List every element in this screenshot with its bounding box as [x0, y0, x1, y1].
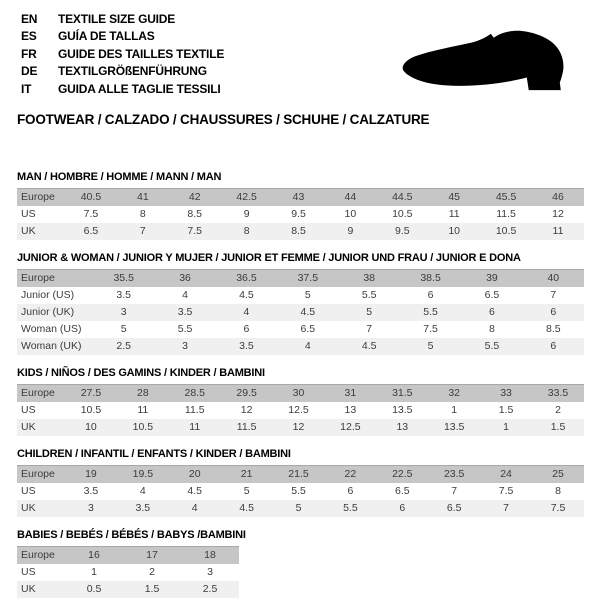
table-row — [17, 465, 584, 483]
table-row — [17, 419, 584, 436]
table-title: KIDS / NIÑOS / DES GAMINS / KINDER / BAMBINI — [17, 366, 265, 379]
size-cell: 40.5 — [80, 190, 102, 203]
row-label: Woman (UK) — [21, 339, 82, 352]
row-label: UK — [21, 582, 36, 595]
size-table — [17, 546, 239, 598]
size-cell: 8.5 — [291, 224, 306, 237]
row-label: Junior (UK) — [21, 305, 75, 318]
language-code: IT — [21, 81, 32, 96]
size-cell: 10.5 — [80, 403, 102, 416]
language-label: GUIDA ALLE TAGLIE TESSILI — [58, 81, 221, 96]
size-cell: 11 — [137, 403, 149, 416]
size-cell: 4.5 — [187, 484, 203, 497]
size-table — [17, 384, 584, 436]
language-label: GUÍA DE TALLAS — [58, 29, 155, 44]
size-cell: 21 — [240, 467, 253, 480]
size-cell: 6 — [347, 484, 354, 497]
size-cell: 16 — [88, 548, 100, 561]
size-cell: 31 — [344, 386, 357, 399]
size-cell: 3.5 — [83, 484, 99, 497]
size-cell: 4.5 — [239, 501, 254, 514]
size-cell: 7 — [366, 322, 373, 335]
size-cell: 4 — [182, 288, 188, 301]
size-cell: 22.5 — [392, 467, 413, 480]
table-row — [17, 564, 239, 581]
size-cell: 5 — [366, 305, 373, 318]
size-cell: 7 — [139, 224, 146, 237]
size-cell: 24 — [500, 467, 512, 480]
size-cell: 29.5 — [236, 386, 257, 399]
size-cell: 25 — [552, 467, 564, 480]
row-label: Europe — [21, 386, 55, 399]
size-cell: 4.5 — [239, 288, 254, 301]
row-label: UK — [21, 420, 36, 433]
size-cell: 12 — [240, 403, 253, 416]
size-cell: 5.5 — [177, 322, 193, 335]
size-cell: 5.5 — [343, 501, 358, 514]
size-cell: 28.5 — [184, 386, 205, 399]
size-cell: 27.5 — [80, 386, 102, 399]
row-label: US — [21, 207, 36, 220]
size-cell: 45 — [448, 190, 461, 203]
table-row — [17, 546, 239, 564]
size-table-section — [17, 171, 600, 240]
size-cell: 4 — [243, 305, 250, 318]
size-cell: 21.5 — [288, 467, 309, 480]
size-table — [17, 188, 584, 240]
size-cell: 20 — [188, 467, 201, 480]
size-cell: 4 — [191, 501, 198, 514]
size-cell: 7 — [550, 288, 557, 301]
size-table-section — [17, 252, 600, 355]
table-row — [17, 483, 584, 500]
size-cell: 9.5 — [394, 224, 410, 237]
language-code: DE — [21, 64, 38, 79]
size-cell: 6 — [489, 305, 495, 318]
size-cell: 8 — [139, 207, 146, 220]
size-table — [17, 465, 584, 517]
size-cell: 12 — [292, 420, 305, 433]
size-cell: 4 — [139, 484, 146, 497]
size-cell: 10.5 — [132, 420, 154, 433]
size-cell: 3 — [120, 305, 127, 318]
size-cell: 6 — [243, 322, 250, 335]
size-cell: 1 — [91, 565, 97, 578]
size-cell: 10.5 — [392, 207, 413, 220]
row-label: Junior (US) — [21, 288, 75, 301]
size-cell: 9.5 — [291, 207, 306, 220]
size-cell: 2.5 — [116, 339, 131, 352]
table-row — [17, 581, 239, 598]
size-cell: 23.5 — [443, 467, 465, 480]
size-cell: 5 — [427, 339, 434, 352]
size-cell: 36 — [179, 271, 191, 284]
size-cell: 1.5 — [550, 420, 566, 433]
size-cell: 39 — [486, 271, 498, 284]
table-row — [17, 384, 584, 402]
size-cell: 10 — [344, 207, 357, 220]
table-row — [17, 338, 584, 355]
row-label: Woman (US) — [21, 322, 82, 335]
size-cell: 31.5 — [392, 386, 413, 399]
size-cell: 22 — [344, 467, 357, 480]
size-cell: 46 — [552, 190, 564, 203]
size-cell: 38 — [363, 271, 376, 284]
size-cell: 7.5 — [550, 501, 566, 514]
size-cell: 33 — [500, 386, 512, 399]
language-code: ES — [21, 29, 37, 44]
size-cell: 6.5 — [484, 288, 500, 301]
size-cell: 1 — [503, 420, 509, 433]
size-cell: 12.5 — [288, 403, 309, 416]
table-title: CHILDREN / INFANTIL / ENFANTS / KINDER / BAMBINI — [17, 447, 291, 460]
size-cell: 43 — [292, 190, 305, 203]
size-cell: 3.5 — [116, 288, 131, 301]
language-row — [21, 10, 600, 28]
size-cell: 6 — [399, 501, 406, 514]
size-cell: 35.5 — [113, 271, 134, 284]
size-cell: 4 — [304, 339, 311, 352]
row-label: US — [21, 484, 36, 497]
size-cell: 12 — [552, 207, 564, 220]
size-cell: 42 — [188, 190, 201, 203]
row-label: US — [21, 403, 36, 416]
size-cell: 11 — [189, 420, 201, 433]
size-table-section — [17, 367, 600, 436]
size-cell: 30 — [292, 386, 305, 399]
size-cell: 3.5 — [135, 501, 151, 514]
size-cell: 6.5 — [394, 484, 410, 497]
size-cell: 45.5 — [495, 190, 517, 203]
size-cell: 11 — [448, 207, 460, 220]
size-cell: 3.5 — [239, 339, 254, 352]
size-cell: 8 — [555, 484, 561, 497]
size-cell: 12.5 — [340, 420, 361, 433]
table-row — [17, 500, 584, 517]
size-cell: 2 — [149, 565, 155, 578]
size-cell: 3.5 — [177, 305, 193, 318]
size-cell: 3 — [207, 565, 213, 578]
size-cell: 44.5 — [392, 190, 413, 203]
size-cell: 2.5 — [202, 582, 218, 595]
row-label: UK — [21, 501, 36, 514]
size-cell: 3 — [182, 339, 188, 352]
size-cell: 5 — [243, 484, 250, 497]
table-row — [17, 321, 584, 338]
size-cell: 41 — [136, 190, 149, 203]
size-cell: 13.5 — [443, 420, 465, 433]
size-table — [17, 269, 584, 355]
row-label: Europe — [21, 467, 55, 480]
size-cell: 11 — [552, 224, 564, 237]
size-cell: 40 — [547, 271, 560, 284]
size-cell: 6.5 — [446, 501, 462, 514]
size-cell: 5.5 — [423, 305, 438, 318]
size-cell: 9 — [243, 207, 250, 220]
row-label: Europe — [21, 190, 55, 203]
size-cell: 44 — [344, 190, 357, 203]
size-cell: 37.5 — [297, 271, 319, 284]
dress-shoe-icon — [398, 30, 576, 96]
language-code: EN — [21, 11, 38, 26]
table-row — [17, 206, 584, 223]
row-label: Europe — [21, 271, 55, 284]
category-title: FOOTWEAR / CALZADO / CHAUSSURES / SCHUHE / CALZATURE — [17, 111, 430, 127]
size-cell: 13 — [396, 420, 409, 433]
table-row — [17, 287, 584, 304]
size-cell: 6 — [427, 288, 434, 301]
size-cell: 7 — [503, 501, 509, 514]
row-label: Europe — [21, 548, 55, 561]
size-cell: 19.5 — [132, 467, 154, 480]
size-cell: 42.5 — [236, 190, 257, 203]
size-cell: 7.5 — [187, 224, 203, 237]
size-cell: 2 — [555, 403, 561, 416]
size-cell: 11.5 — [236, 420, 257, 433]
size-cell: 18 — [204, 548, 216, 561]
table-title: MAN / HOMBRE / HOMME / MANN / MAN — [17, 170, 222, 183]
size-cell: 7.5 — [83, 207, 99, 220]
size-cell: 13 — [344, 403, 357, 416]
language-label: GUIDE DES TAILLES TEXTILE — [58, 46, 225, 61]
size-cell: 38.5 — [420, 271, 441, 284]
table-row — [17, 402, 584, 419]
size-cell: 11.5 — [184, 403, 205, 416]
size-cell: 32 — [448, 386, 461, 399]
size-cell: 10.5 — [495, 224, 517, 237]
size-cell: 17 — [146, 548, 158, 561]
size-cell: 36.5 — [236, 271, 257, 284]
size-cell: 9 — [347, 224, 354, 237]
size-cell: 1.5 — [144, 582, 160, 595]
language-code: FR — [21, 46, 37, 61]
size-cell: 6 — [550, 339, 557, 352]
size-cell: 6.5 — [300, 322, 316, 335]
table-row — [17, 223, 584, 240]
table-title: JUNIOR & WOMAN / JUNIOR Y MUJER / JUNIOR ET FEMME / JUNIOR UND FRAU / JUNIOR E DONA — [17, 251, 521, 264]
size-cell: 5 — [120, 322, 127, 335]
table-row — [17, 269, 584, 287]
size-cell: 7.5 — [498, 484, 514, 497]
size-cell: 3 — [88, 501, 94, 514]
size-cell: 33.5 — [547, 386, 569, 399]
size-cell: 1 — [451, 403, 458, 416]
size-table-section — [17, 529, 600, 598]
size-cell: 5.5 — [484, 339, 500, 352]
size-cell: 7 — [451, 484, 458, 497]
size-cell: 13.5 — [392, 403, 413, 416]
size-cell: 5 — [295, 501, 302, 514]
size-cell: 28 — [136, 386, 149, 399]
size-cell: 5.5 — [361, 288, 377, 301]
size-tables — [17, 171, 600, 598]
language-label: TEXTILGRÖßENFÜHRUNG — [58, 64, 207, 79]
size-table-section — [17, 448, 600, 517]
size-cell: 5 — [304, 288, 311, 301]
language-label: TEXTILE SIZE GUIDE — [58, 11, 176, 26]
row-label: UK — [21, 224, 36, 237]
row-label: US — [21, 565, 36, 578]
size-cell: 19 — [85, 467, 97, 480]
table-row — [17, 304, 584, 321]
size-cell: 8.5 — [187, 207, 203, 220]
size-cell: 10 — [448, 224, 461, 237]
size-cell: 8 — [243, 224, 250, 237]
table-title: BABIES / BEBÉS / BÉBÉS / BABYS /BAMBINI — [17, 528, 246, 541]
table-row — [17, 188, 584, 206]
size-cell: 11.5 — [496, 207, 516, 220]
size-cell: 6 — [550, 305, 557, 318]
size-cell: 4.5 — [361, 339, 377, 352]
size-cell: 10 — [85, 420, 97, 433]
size-cell: 4.5 — [300, 305, 316, 318]
size-cell: 1.5 — [498, 403, 514, 416]
size-cell: 0.5 — [86, 582, 102, 595]
size-cell: 5.5 — [291, 484, 306, 497]
size-cell: 7.5 — [423, 322, 438, 335]
size-cell: 8.5 — [546, 322, 561, 335]
size-cell: 8 — [489, 322, 495, 335]
size-cell: 6.5 — [83, 224, 99, 237]
